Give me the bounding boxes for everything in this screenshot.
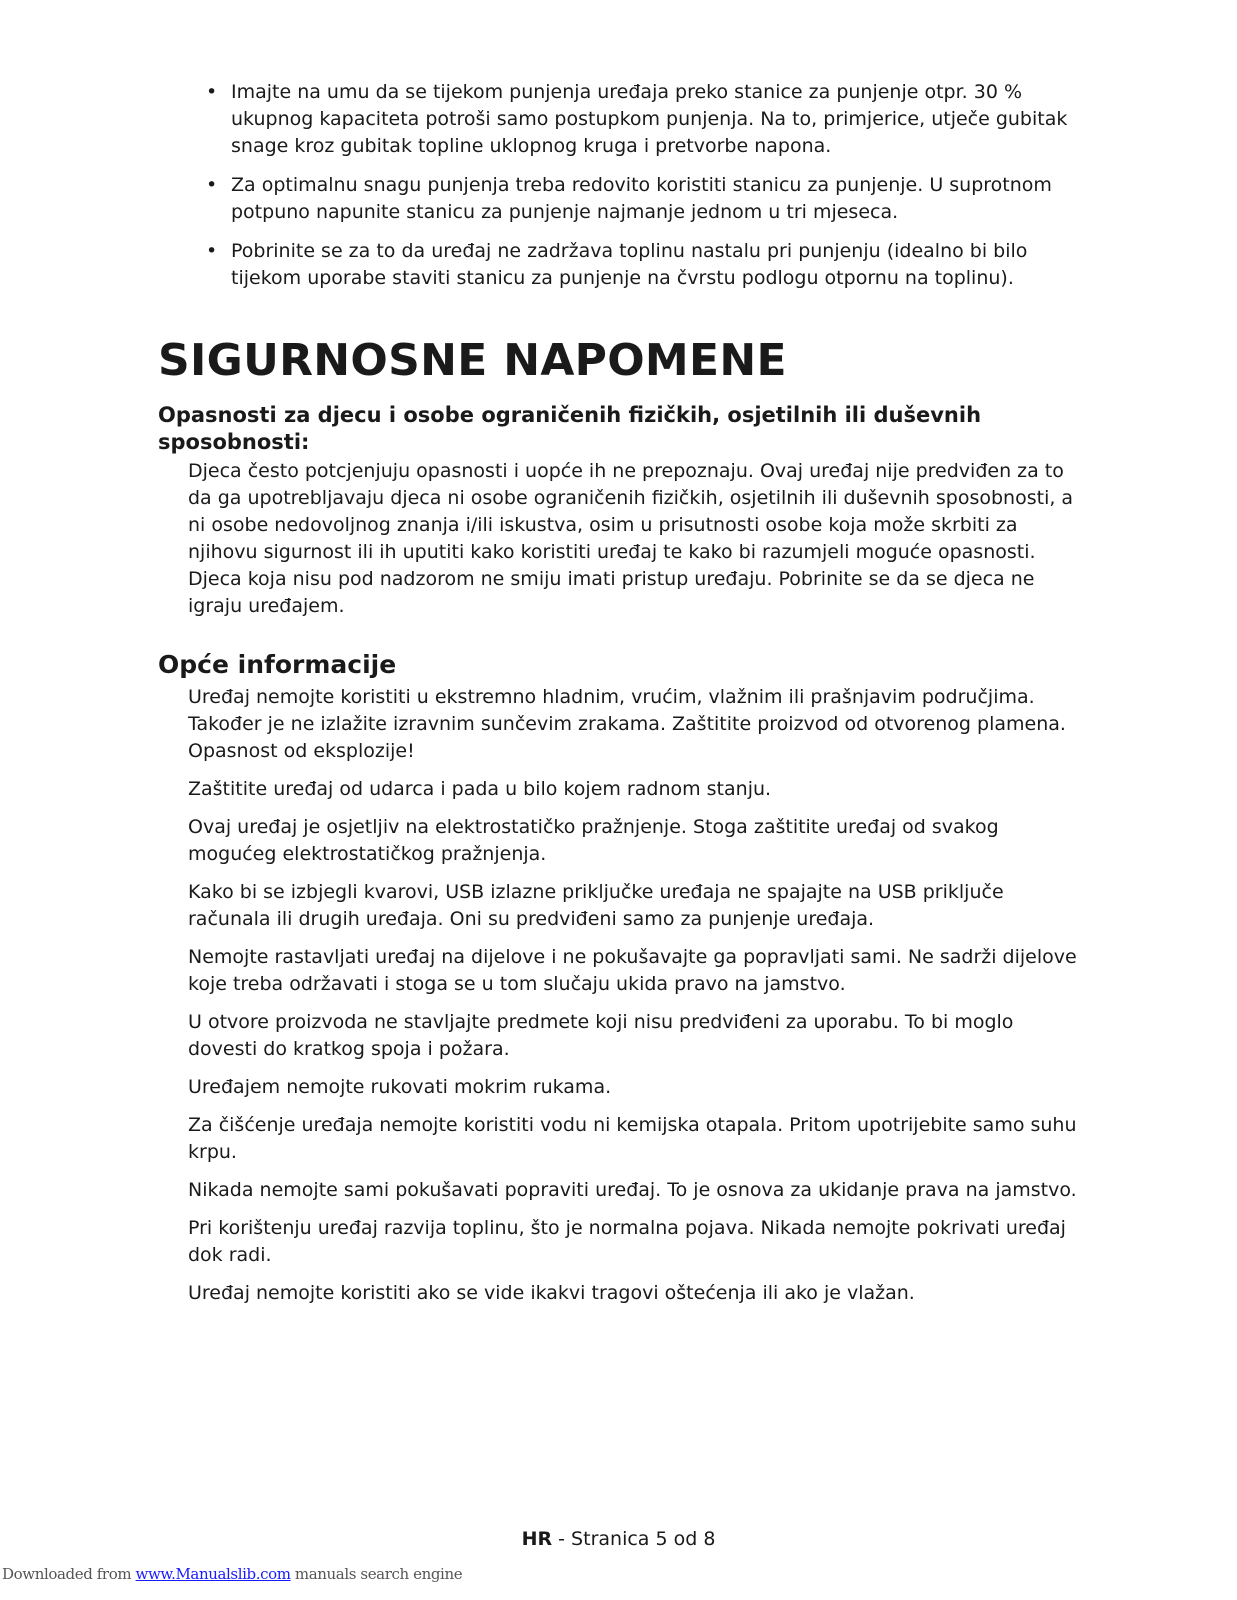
intro-bullet-list [206,79,1076,304]
manualslib-link[interactable]: www.Manualslib.com [135,1565,291,1583]
general-paragraph: Nemojte rastavljati uređaj na dijelove i ne pokušavajte ga popravljati sami. Ne sadrži dijelove koje treba održavati i stoga se u tom slučaju ukida pravo na jamstvo. [188,946,1077,995]
bullet-item [206,79,1076,160]
children-paragraph: Djeca često potcjenjuju opasnosti i uopće ih ne prepoznaju. Ovaj uređaj nije predviđen za to da ga upotrebljavaju djeca ni osobe ograničenih fizičkih, osjetilnih ili duševnih sposobnosti, a ni osobe nedovoljnog znanja i/ili iskustva, osim u prisutnosti osobe koja može skrbiti za njihovu sigurnost ili ih uputiti kako koristiti uređaj te kako bi razumjeli moguće opasnosti. Djeca koja nisu pod nadzorom ne smiju imati pristup uređaju. Pobrinite se da se djeca ne igraju uređajem. [188,460,1074,617]
children-heading: Opasnosti za djecu i osobe ograničenih fizičkih, osjetilnih ili duševnih sposobnosti: [158,403,982,454]
download-source-line [2,1565,462,1583]
bullet-item [206,238,1076,292]
section-title: SIGURNOSNE NAPOMENE [158,335,787,386]
bullet-glyph: • [206,240,218,262]
general-paragraph: Pri korištenju uređaj razvija toplinu, što je normalna pojava. Nikada nemojte pokrivati uređaj dok radi. [188,1217,1066,1266]
page-footer [0,1527,1237,1551]
general-paragraph: Kako bi se izbjegli kvarovi, USB izlazne priključke uređaja ne spajajte na USB priključe računala ili drugih uređaja. Oni su predviđeni samo za punjenje uređaja. [188,881,1004,930]
general-heading: Opće informacije [158,650,397,679]
footer-page-number: - Stranica 5 od 8 [552,1528,716,1550]
general-paragraph: Uređaj nemojte koristiti ako se vide ikakvi tragovi oštećenja ili ako je vlažan. [188,1282,915,1304]
download-prefix: Downloaded from [2,1565,136,1583]
general-paragraph: Uređaj nemojte koristiti u ekstremno hladnim, vrućim, vlažnim ili prašnjavim područjima. Također je ne izlažite izravnim sunčevim zrakama. Zaštitite proizvod od otvorenog plamena. Opasnost od eksplozije! [188,686,1066,762]
children-section [188,458,1083,631]
general-section [188,684,1083,1318]
footer-language: HR [521,1528,553,1550]
bullet-item [206,172,1076,226]
general-paragraph: Uređajem nemojte rukovati mokrim rukama. [188,1076,612,1098]
bullet-glyph: • [206,81,218,103]
bullet-text: Za optimalnu snagu punjenja treba redovito koristiti stanicu za punjenje. U suprotnom potpuno napunite stanicu za punjenje najmanje jednom u tri mjeseca. [231,174,1052,223]
general-paragraph: U otvore proizvoda ne stavljajte predmete koji nisu predviđeni za uporabu. To bi moglo dovesti do kratkog spoja i požara. [188,1011,1014,1060]
general-paragraph: Nikada nemojte sami pokušavati popraviti uređaj. To je osnova za ukidanje prava na jamstvo. [188,1179,1077,1201]
general-paragraph: Zaštitite uređaj od udarca i pada u bilo kojem radnom stanju. [188,778,772,800]
bullet-glyph: • [206,174,218,196]
download-suffix: manuals search engine [290,1565,463,1583]
general-paragraph: Ovaj uređaj je osjetljiv na elektrostatičko pražnjenje. Stoga zaštitite uređaj od svakog mogućeg elektrostatičkog pražnjenja. [188,816,999,865]
general-paragraph: Za čišćenje uređaja nemojte koristiti vodu ni kemijska otapala. Pritom upotrijebite samo suhu krpu. [188,1114,1077,1163]
bullet-text: Imajte na umu da se tijekom punjenja uređaja preko stanice za punjenje otpr. 30 % ukupnog kapaciteta potroši samo postupkom punjenja. Na to, primjerice, utječe gubitak snage kroz gubitak topline uklopnog kruga i pretvorbe napona. [231,81,1068,157]
bullet-text: Pobrinite se za to da uređaj ne zadržava toplinu nastalu pri punjenju (idealno bi bilo tijekom uporabe staviti stanicu za punjenje na čvrstu podlogu otpornu na toplinu). [231,240,1028,289]
